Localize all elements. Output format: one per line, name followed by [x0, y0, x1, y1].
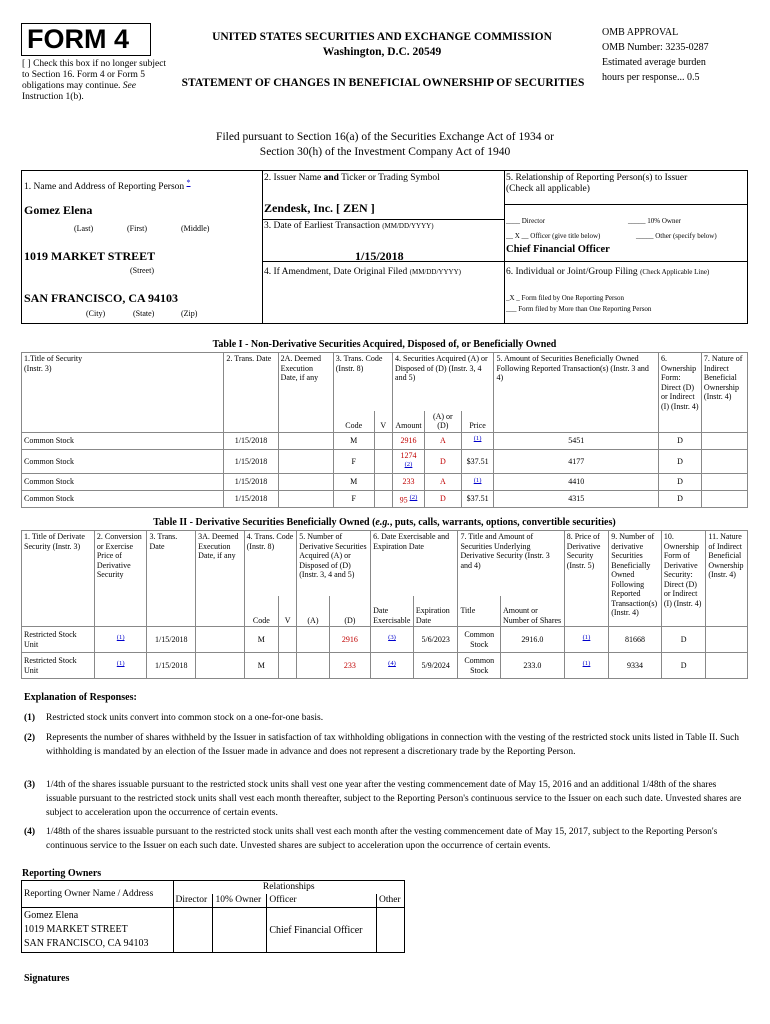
divider: [504, 204, 747, 205]
t1-owned: 4177: [494, 449, 659, 474]
t1-amount: 233: [402, 477, 415, 487]
t1-trans-date: 1/15/2018: [224, 449, 278, 474]
t1-ownership-form: D: [659, 449, 702, 474]
owners-header-ten-pct: 10% Owner: [213, 894, 267, 908]
box2-label-and: and: [323, 173, 339, 183]
filing-option-multiple[interactable]: ___ Form filed by More than One Reporting Person: [506, 305, 652, 313]
table2-row: [22, 627, 748, 653]
owners-row: [22, 908, 405, 953]
t1-amount: 1274: [400, 450, 417, 460]
explanation-number: (3): [24, 780, 36, 790]
agency-name: UNITED STATES SECURITIES AND EXCHANGE COMMISSION: [212, 31, 552, 43]
t1-amount-cell: [393, 474, 425, 491]
t1-price: $37.51: [466, 494, 489, 504]
explanation-item: [24, 825, 746, 853]
t2-sub-exercisable: Date Exercisable: [371, 596, 414, 627]
footnote-link[interactable]: (2): [409, 494, 418, 502]
filed-line-2: Section 30(h) of the Investment Company Act of 1940: [259, 146, 511, 158]
first-label: (First): [127, 224, 147, 233]
t1-sub-price: Price: [461, 411, 494, 433]
box3-label: [264, 221, 434, 232]
t2-header-price: 8. Price of Derivative Security (Instr. 5): [564, 531, 609, 627]
t1-nature: [701, 491, 747, 508]
t2-underlying-title: Common Stock: [458, 627, 501, 653]
footnote-link[interactable]: (1): [582, 660, 591, 668]
other-option[interactable]: _____ Other (specify below): [636, 232, 717, 240]
table2-title: [21, 517, 748, 528]
t2-header-nature: 11. Nature of Indirect Beneficial Ownership (Instr. 4): [706, 531, 748, 627]
t2-sub-a: (A): [297, 596, 329, 627]
t2-acquired: [297, 627, 329, 653]
explanation-item: [24, 778, 746, 820]
t2-sub-v: V: [279, 596, 297, 627]
divider: [262, 261, 747, 262]
box2-label-b: Ticker or Trading Symbol: [341, 173, 440, 183]
t1-price-cell: [461, 491, 494, 508]
t2-header-number: 5. Number of Derivative Securities Acquired (A) or Disposed of (D) (Instr. 3, 4 and 5): [297, 531, 371, 596]
table1-row: [22, 449, 748, 474]
t1-owned: 5451: [494, 432, 659, 449]
t1-trans-code: F: [333, 449, 374, 474]
t2-exercisable-cell: [371, 627, 414, 653]
t2-header-conversion: 2. Conversion or Exercise Price of Derivative Security: [94, 531, 147, 627]
box6-label: [506, 267, 709, 278]
director-option[interactable]: ____ Director: [506, 217, 546, 225]
checkbox-instruction: Instruction 1(b).: [22, 92, 84, 102]
t1-trans-code: M: [333, 432, 374, 449]
table1-row: [22, 491, 748, 508]
t1-v: [374, 432, 392, 449]
t2-sub-d: (D): [329, 596, 370, 627]
table1-non-derivative: [21, 352, 748, 508]
owner-director-cell: [173, 908, 213, 953]
t1-amount: 95: [399, 495, 408, 505]
t2-sub-expiration: Expiration Date: [413, 596, 458, 627]
t2-conversion-cell: [94, 627, 147, 653]
reporting-person-city: SAN FRANCISCO, CA 94103: [24, 291, 179, 305]
footnote-link[interactable]: (1): [473, 435, 482, 443]
omb-hours: hours per response... 0.5: [602, 72, 700, 83]
t2-expiration: 5/6/2023: [413, 627, 458, 653]
t1-header-owned: 5. Amount of Securities Beneficially Owned Following Reported Transaction(s) (Instr. 3 and 4): [494, 353, 659, 433]
t1-owned: 4315: [494, 491, 659, 508]
explanation-number: (4): [24, 827, 36, 837]
omb-burden: Estimated average burden: [602, 57, 706, 68]
middle-label: (Middle): [181, 224, 210, 233]
t1-security-title: Common Stock: [22, 491, 224, 508]
box5-label-text: 5. Relationship of Reporting Person(s) to Issuer: [506, 173, 688, 183]
explanation-item: [24, 731, 746, 759]
box3-label-text: 3. Date of Earliest Transaction: [264, 221, 380, 231]
t1-ownership-form: D: [659, 491, 702, 508]
t2-sub-amount: Amount or Number of Shares: [500, 596, 564, 627]
officer-option[interactable]: __ X __ Officer (give title below): [506, 232, 601, 240]
owner-ten-pct-cell: [213, 908, 267, 953]
t1-v: [374, 449, 392, 474]
explanations-title: Explanation of Responses:: [24, 692, 137, 703]
checkbox-text: [ ] Check this box if no longer subject to Section 16. Form 4 or Form 5 obligations may continue.: [22, 59, 167, 91]
omb-title: OMB APPROVAL: [602, 27, 679, 38]
t2-v: [279, 653, 297, 679]
t2-trans-date: 1/15/2018: [147, 653, 196, 679]
owners-header-officer: Officer: [267, 894, 377, 908]
owner-officer-title: Chief Financial Officer: [267, 908, 377, 953]
t2-sub-title: Title: [458, 596, 501, 627]
footnote-link[interactable]: (1): [473, 477, 482, 485]
t1-trans-code: M: [333, 474, 374, 491]
t1-deemed-date: [278, 491, 333, 508]
last-label: (Last): [74, 224, 94, 233]
t1-sub-code: Code: [333, 411, 374, 433]
box6-label-text: 6. Individual or Joint/Group Filing: [506, 267, 638, 277]
footnote-link[interactable]: (1): [582, 634, 591, 642]
t1-security-title: Common Stock: [22, 449, 224, 474]
t1-amount: 2916: [400, 435, 417, 445]
box4-label-text: 4. If Amendment, Date Original Filed: [264, 267, 408, 277]
explanation-number: (2): [24, 733, 36, 743]
box1-label-text: 1. Name and Address of Reporting Person: [24, 182, 185, 193]
filing-option-one[interactable]: _X _ Form filed by One Reporting Person: [506, 294, 625, 302]
reporting-owners-table: [21, 880, 405, 953]
t2-price-cell: [564, 653, 609, 679]
t1-deemed-date: [278, 432, 333, 449]
box5-label: [506, 173, 746, 195]
ten-percent-option[interactable]: _____ 10% Owner: [628, 217, 681, 225]
table2-title-b: , puts, calls, warrants, options, convertible securities): [389, 517, 616, 528]
t1-acq-disp: D: [424, 449, 461, 474]
issuer-name: Zendesk, Inc. [ ZEN ]: [264, 201, 375, 215]
t1-price-cell: [461, 474, 494, 491]
omb-number: OMB Number: 3235-0287: [602, 42, 709, 53]
explanation-text: 1/48th of the shares issuable pursuant to the restricted stock units shall vest each month after the vesting commencement date of May 15, 2017, subject to the Reporting Person's continuous service to the Issuer on each such date. Unvested shares are subject to acceleration upon the occurrence of certain events.: [46, 827, 718, 851]
t1-v: [374, 491, 392, 508]
t2-acquired: [297, 653, 329, 679]
t1-sub-ad: (A) or (D): [424, 411, 461, 433]
t2-expiration: 5/9/2024: [413, 653, 458, 679]
table2-derivative: [21, 530, 748, 679]
section16-checkbox-note[interactable]: [22, 59, 172, 103]
owner-city: SAN FRANCISCO, CA 94103: [24, 938, 149, 949]
t1-owned: 4410: [494, 474, 659, 491]
footnote-link[interactable]: (3): [388, 634, 396, 642]
t2-header-underlying: 7. Title and Amount of Securities Underlying Derivative Security (Instr. 3 and 4): [458, 531, 564, 596]
footnote-link[interactable]: (2): [404, 461, 413, 468]
t1-header-code: 3. Trans. Code (Instr. 8): [333, 353, 392, 411]
explanation-text: 1/4th of the shares issuable pursuant to the restricted stock units shall vest one year after the vesting commencement date of May 15, 2016 and an additional 1/48th of the shares issuable pursuant to the restricted stock units shall vest each month thereafter, subject to the Reporting Person's continuous service to the Issuer on each such date. Unvested shares are subject to acceleration upon the occurrence of certain events.: [46, 780, 742, 818]
statement-title: STATEMENT OF CHANGES IN BENEFICIAL OWNERSHIP OF SECURITIES: [181, 77, 585, 89]
box6-label-small: (Check Applicable Line): [640, 268, 710, 276]
t1-deemed-date: [278, 474, 333, 491]
t2-disposed: 2916: [329, 627, 370, 653]
table2-title-eg: e.g.: [375, 517, 390, 528]
t1-header-nature: 7. Nature of Indirect Beneficial Ownership (Instr. 4): [701, 353, 747, 433]
box4-label: [264, 267, 461, 278]
t2-nature: [706, 627, 748, 653]
t2-header-deemed: 3A. Deemed Execution Date, if any: [196, 531, 245, 627]
t1-ownership-form: D: [659, 432, 702, 449]
zip-label: (Zip): [181, 309, 198, 318]
footnote-link[interactable]: (4): [388, 660, 396, 668]
box3-format: (MM/DD/YYYY): [382, 222, 434, 230]
t1-trans-code: F: [333, 491, 374, 508]
t2-deemed-date: [196, 653, 245, 679]
divider: [262, 171, 263, 323]
t1-nature: [701, 474, 747, 491]
owners-header-relationships: Relationships: [173, 881, 404, 895]
agency-heading: [176, 30, 588, 60]
t1-sub-amount: Amount: [393, 411, 425, 433]
t1-price: $37.51: [466, 456, 489, 466]
explanation-text: Restricted stock units convert into common stock on a one-for-one basis.: [46, 713, 324, 723]
t2-trans-date: 1/15/2018: [147, 627, 196, 653]
t2-header-code: 4. Trans. Code (Instr. 8): [244, 531, 297, 596]
t1-header-date: 2. Trans. Date: [224, 353, 278, 433]
t1-header-form: 6. Ownership Form: Direct (D) or Indirect (I) (Instr. 4): [659, 353, 702, 433]
divider: [262, 219, 505, 220]
owner-street: 1019 MARKET STREET: [24, 924, 128, 935]
t2-ownership-form: D: [661, 627, 706, 653]
omb-approval: [602, 25, 762, 85]
t1-ownership-form: D: [659, 474, 702, 491]
footnote-link[interactable]: (1): [116, 660, 125, 668]
t1-amount-cell: [393, 432, 425, 449]
owners-header-director: Director: [173, 894, 213, 908]
t1-header-deemed: 2A. Deemed Execution Date, if any: [278, 353, 333, 433]
table1-title: Table I - Non-Derivative Securities Acquired, Disposed of, or Beneficially Owned: [212, 339, 557, 350]
state-label: (State): [133, 309, 155, 318]
officer-title: Chief Financial Officer: [506, 244, 610, 255]
box5-label-sub: (Check all applicable): [506, 184, 590, 194]
checkbox-see: See: [122, 81, 136, 91]
t2-security-title: Restricted Stock Unit: [22, 627, 95, 653]
divider: [504, 171, 505, 323]
t1-security-title: Common Stock: [22, 474, 224, 491]
explanation-item: [24, 711, 746, 725]
t2-owned: 81668: [609, 627, 662, 653]
t1-trans-date: 1/15/2018: [224, 432, 278, 449]
owners-header-other: Other: [376, 894, 404, 908]
explanation-text: Represents the number of shares withheld by the Issuer in satisfaction of tax withholding obligations in connection with the vesting of the restricted stock units listed in Table II. Such withholding is mandated by an election of the Issuer made in advance and does not represent a discretionary trade by the Reporting Person.: [46, 733, 740, 757]
t2-header-date: 3. Trans. Date: [147, 531, 196, 627]
t1-sub-v: V: [374, 411, 392, 433]
box4-format: (MM/DD/YYYY): [409, 268, 461, 276]
instruction-link[interactable]: *: [186, 178, 191, 187]
t1-deemed-date: [278, 449, 333, 474]
t2-security-title: Restricted Stock Unit: [22, 653, 95, 679]
t2-underlying-amount: 233.0: [500, 653, 564, 679]
reporting-owners-title: Reporting Owners: [22, 868, 102, 879]
t2-v: [279, 627, 297, 653]
t1-trans-date: 1/15/2018: [224, 474, 278, 491]
t2-header-form: 10. Ownership Form of Derivative Security: Direct (D) or Indirect (I) (Instr. 4): [661, 531, 706, 627]
t1-acq-disp: A: [424, 474, 461, 491]
form-title: FORM 4: [27, 24, 130, 54]
t1-nature: [701, 449, 747, 474]
t1-price-cell: [461, 449, 494, 474]
owner-name: Gomez Elena: [24, 910, 79, 921]
t1-amount-cell: [393, 491, 425, 508]
owners-header-name: Reporting Owner Name / Address: [22, 881, 174, 908]
t2-trans-code: M: [244, 653, 278, 679]
t2-header-title: 1. Title of Derivate Security (Instr. 3): [22, 531, 95, 627]
t1-v: [374, 474, 392, 491]
t1-acq-disp: D: [424, 491, 461, 508]
t1-price-cell: [461, 432, 494, 449]
reporting-person-street: 1019 MARKET STREET: [24, 249, 156, 263]
explanation-number: (1): [24, 713, 36, 723]
street-label: (Street): [130, 266, 154, 275]
t1-nature: [701, 432, 747, 449]
t2-nature: [706, 653, 748, 679]
box2-label: [264, 173, 440, 184]
t1-acq-disp: A: [424, 432, 461, 449]
agency-city: Washington, D.C. 20549: [322, 46, 442, 58]
table2-row: [22, 653, 748, 679]
t2-ownership-form: D: [661, 653, 706, 679]
box2-label-a: 2. Issuer Name: [264, 173, 322, 183]
footnote-link[interactable]: (1): [116, 634, 125, 642]
t1-amount-cell: [393, 449, 425, 474]
signatures-title: Signatures: [24, 973, 70, 984]
t2-deemed-date: [196, 627, 245, 653]
t2-conversion-cell: [94, 653, 147, 679]
owner-name-address: [22, 908, 174, 953]
city-label: (City): [86, 309, 106, 318]
table2-title-a: Table II - Derivative Securities Beneficially Owned (: [153, 517, 376, 528]
table1-row: [22, 432, 748, 449]
box1-label: [24, 177, 190, 193]
t2-underlying-amount: 2916.0: [500, 627, 564, 653]
reporting-person-name: Gomez Elena: [24, 203, 93, 217]
t1-security-title: Common Stock: [22, 432, 224, 449]
t2-header-dates: 6. Date Exercisable and Expiration Date: [371, 531, 458, 596]
t2-owned: 9334: [609, 653, 662, 679]
t2-price-cell: [564, 627, 609, 653]
t1-header-acquired: 4. Securities Acquired (A) or Disposed of (D) (Instr. 3, 4 and 5): [393, 353, 494, 411]
filed-line-1: Filed pursuant to Section 16(a) of the Securities Exchange Act of 1934 or: [216, 131, 554, 143]
t1-header-title: 1.Title of Security (Instr. 3): [22, 353, 224, 433]
t2-header-owned: 9. Number of derivative Securities Beneficially Owned Following Reported Transaction(s) (Instr. 4): [609, 531, 662, 627]
t2-exercisable-cell: [371, 653, 414, 679]
earliest-transaction-date: 1/15/2018: [355, 249, 404, 263]
t2-disposed: 233: [329, 653, 370, 679]
t2-underlying-title: Common Stock: [458, 653, 501, 679]
owner-other-cell: [376, 908, 404, 953]
t2-sub-code: Code: [244, 596, 278, 627]
t2-trans-code: M: [244, 627, 278, 653]
filed-pursuant: [100, 130, 670, 160]
t1-trans-date: 1/15/2018: [224, 491, 278, 508]
table1-row: [22, 474, 748, 491]
